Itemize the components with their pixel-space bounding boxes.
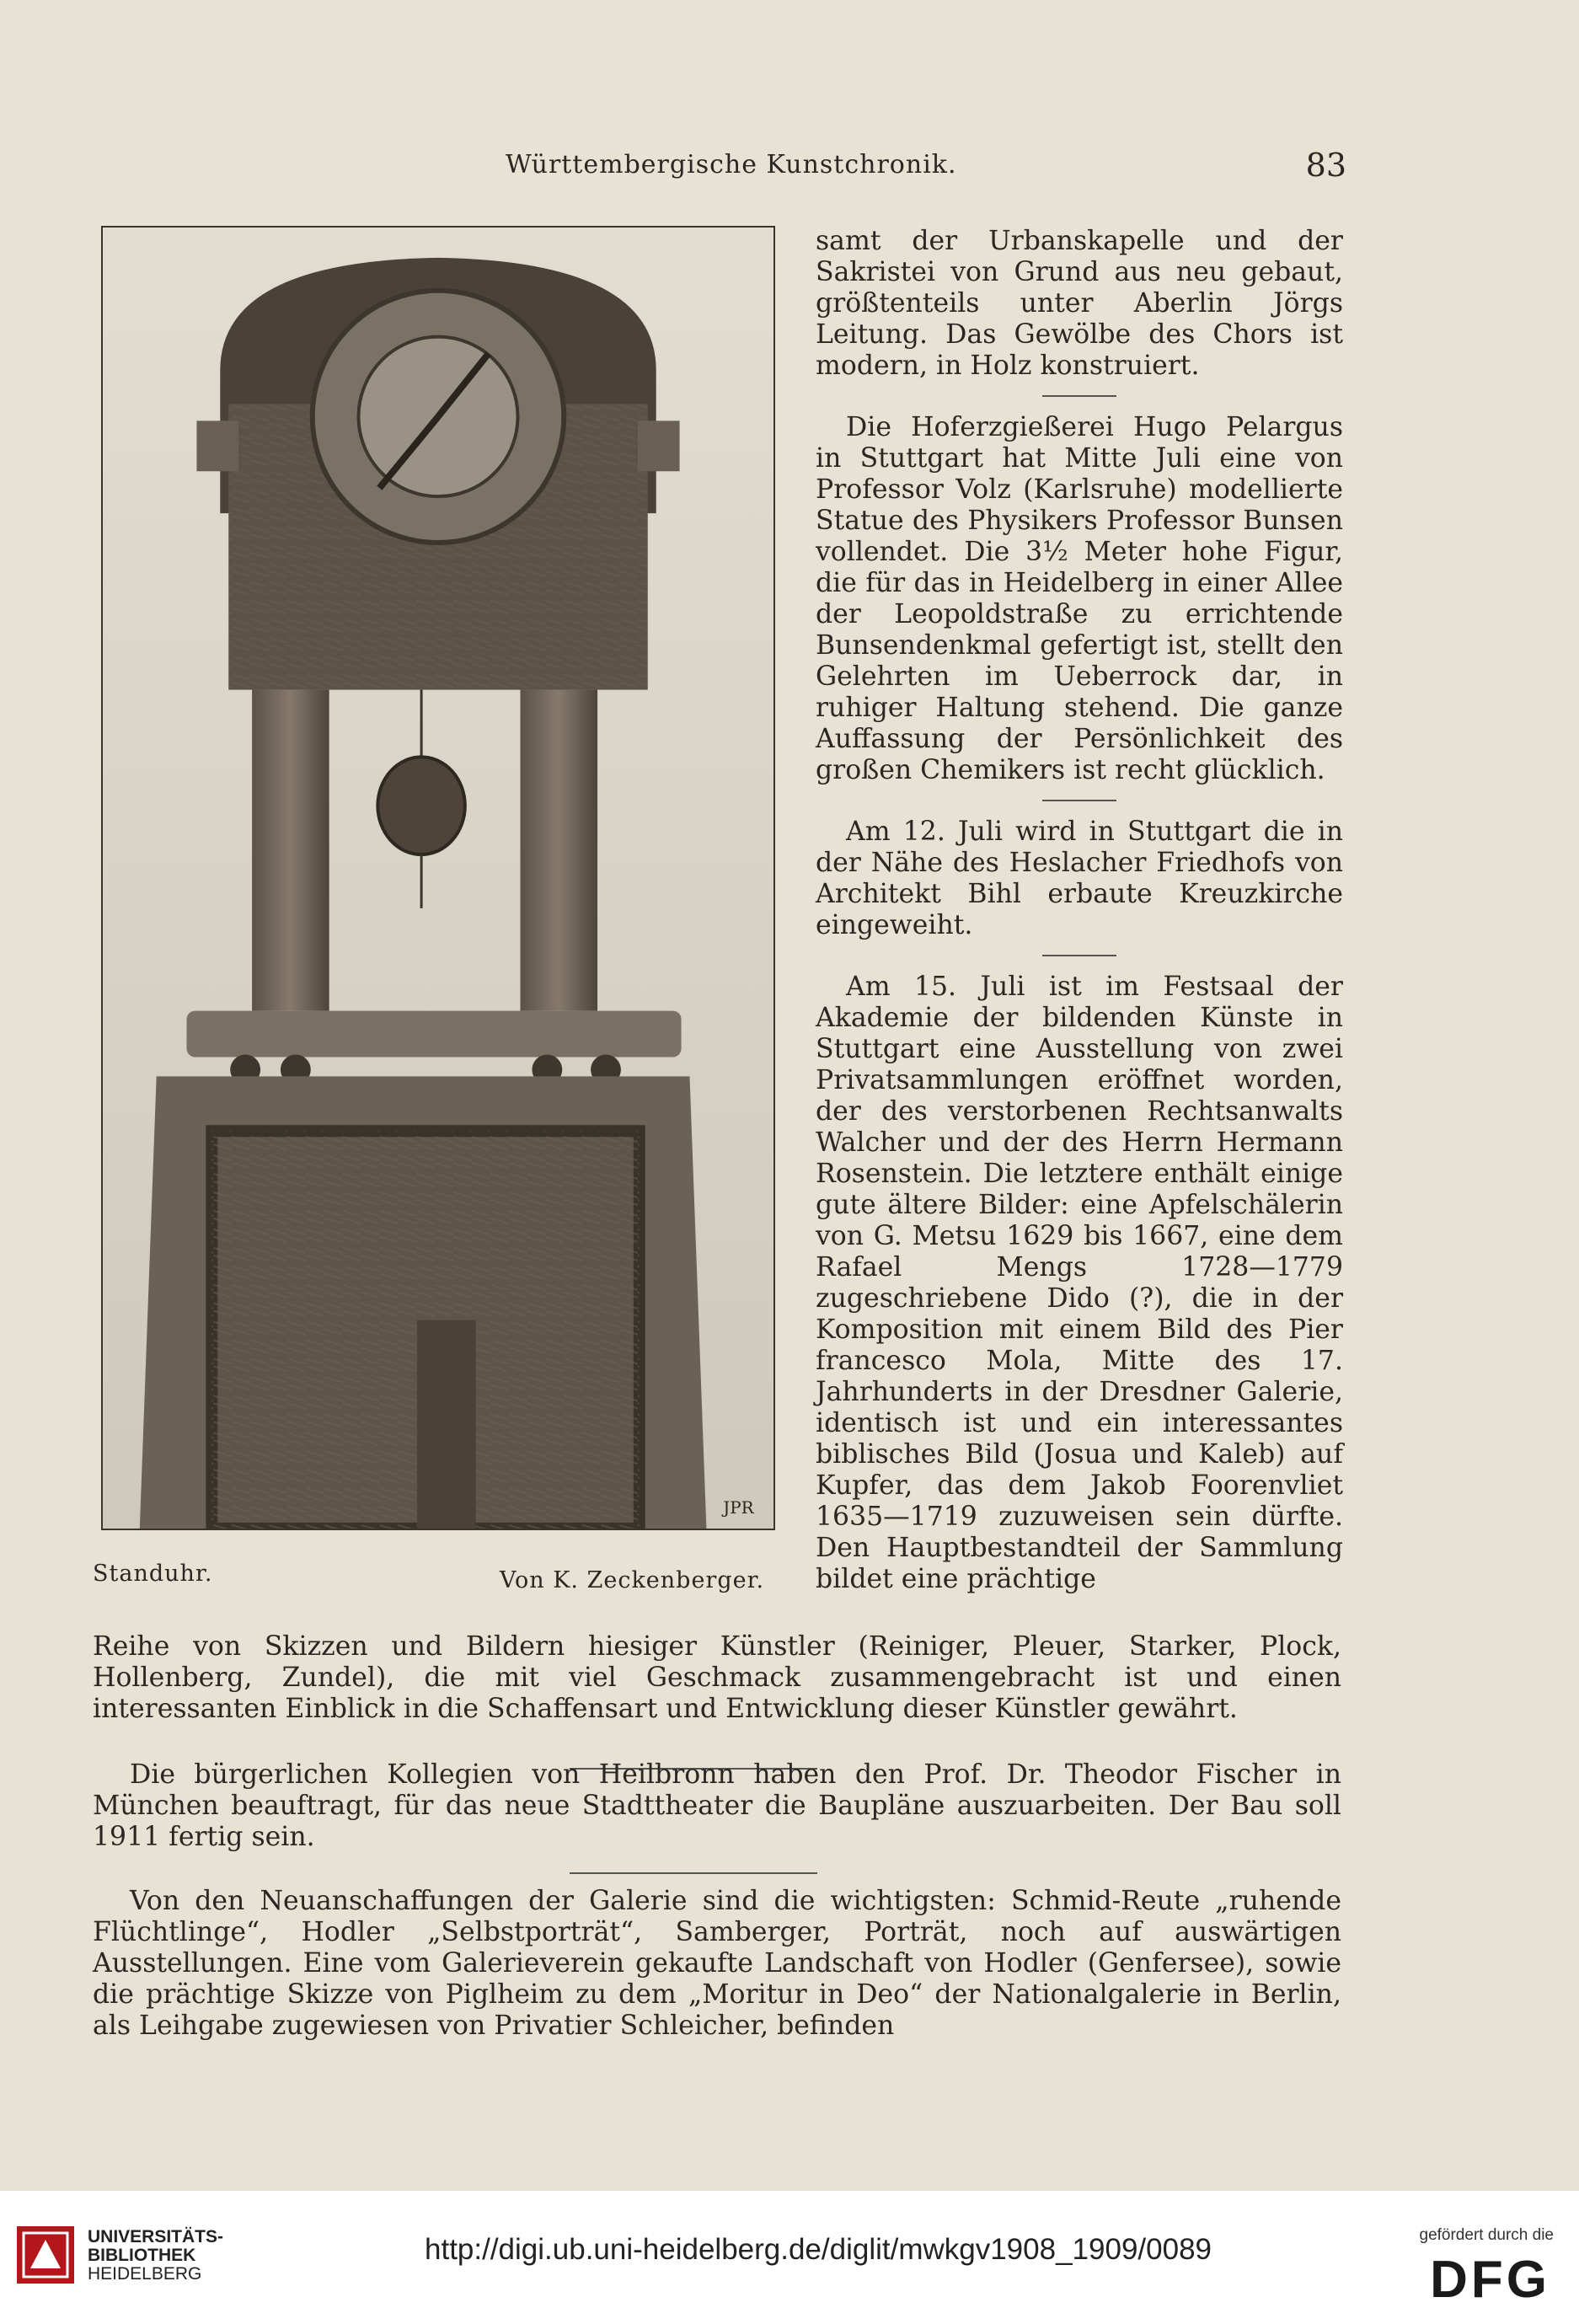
caption-left: Standuhr.	[93, 1561, 213, 1587]
photo-monogram: JPR	[723, 1498, 754, 1518]
paragraph-heilbronn-theater: Die bürgerlichen Kollegien von Heilbronn haben den Prof. Dr. Theodor Fischer in München beauftragt, für das neue Stadttheater die Baupläne auszuarbeiten. Der Bau soll 1911 fertig sein.	[93, 1759, 1341, 1852]
paragraph-bunsen-statue: Die Hoferzgießerei Hugo Pelargus in Stuttgart hat Mitte Juli eine von Professor Volz (Karlsruhe) modellierte Statue des Physikers Professor Bunsen vollendet. Die 3½ Meter hohe Figur, die für das in Heidelberg in einer Allee der Leopoldstraße zu errichtende Bunsendenkmal gefertigt ist, stellt den Gelehrten im Ueberrock dar, in ruhiger Haltung stehend. Die ganze Auffassung der Persönlichkeit des großen Chemikers ist recht glücklich.	[816, 412, 1343, 785]
paragraph-exhibition: Am 15. Juli ist im Festsaal der Akademie der bildenden Künste in Stuttgart eine Ausstellung von zwei Privatsammlungen eröffnet worden, der des verstorbenen Rechtsanwalts Walcher und der des Herrn Hermann Rosenstein. Die letztere enthält einige gute ältere Bilder: eine Apfelschälerin von G. Metsu 1629 bis 1667, eine dem Rafael Mengs 1728—1779 zugeschriebene Dido (?), die in der Komposition mit einem Bild des Pier francesco Mola, Mitte des 17. Jahrhunderts in der Dresdner Galerie, identisch ist und ein interessantes biblisches Bild (Josua und Kaleb) auf Kupfer, das dem Jakob Foorenvliet 1635—1719 zuzuweisen sein dürfte. Den Hauptbestandteil der Sammlung bildet eine prächtige	[816, 972, 1343, 1594]
dfg-logo: DFG	[1430, 2251, 1550, 2309]
section-divider	[1042, 395, 1116, 397]
ub-heidelberg-logo-icon	[12, 2221, 79, 2289]
section-divider	[1042, 800, 1116, 801]
page-header	[0, 143, 1579, 194]
standuhr-illustration	[103, 228, 773, 1529]
paragraph-galerie-acquisitions: Von den Neuanschaffungen der Galerie sind die wichtigsten: Schmid-Reute „ruhende Flüchtlinge“, Hodler „Selbstporträt“, Samberger, Porträt, noch auf auswärtigen Ausstellungen. Eine vom Galerieverein gekaufte Landschaft von Hodler (Genfersee), sowie die prächtige Skizze von Piglheim zu dem „Moritur in Deo“ der Nationalgalerie in Berlin, als Leihgabe zugewiesen von Privatier Schleicher, befinden	[93, 1886, 1341, 2041]
digitization-url[interactable]: http://digi.ub.uni-heidelberg.de/diglit/mwkgv1908_1909/0089	[425, 2233, 1212, 2266]
paragraph-kreuzkirche: Am 12. Juli wird in Stuttgart die in der Nähe des Heslacher Friedhofs von Architekt Bihl erbaute Kreuzkirche eingeweiht.	[816, 817, 1343, 940]
section-divider-long	[570, 1872, 817, 1874]
running-title: Württembergische Kunstchronik.	[506, 150, 957, 179]
paragraph-exhibition-continued: Reihe von Skizzen und Bildern hiesiger Künstler (Reiniger, Pleuer, Starker, Plock, Hollenberg, Zundel), die mit viel Geschmack zusammengebracht ist und einen interessanten Einblick in die Schaffensart und Entwicklung dieser Künstler gewährt.	[93, 1631, 1341, 1724]
digitization-footer	[0, 2191, 1579, 2324]
full-width-continuation	[93, 1631, 1341, 1725]
clock-base-plate	[187, 1011, 682, 1058]
left-pillar	[252, 690, 329, 1011]
right-pillar	[521, 690, 598, 1011]
right-column	[816, 226, 1343, 1595]
pendulum-bob	[377, 757, 464, 854]
galerie-block	[93, 1886, 1341, 2042]
funding-note: gefördert durch die	[1419, 2226, 1554, 2244]
library-name: UNIVERSITÄTS- BIBLIOTHEK HEIDELBERG	[88, 2227, 224, 2284]
section-divider	[1042, 955, 1116, 956]
caption-right: Von K. Zeckenberger.	[500, 1567, 765, 1593]
page-number: 83	[1305, 147, 1346, 184]
paragraph-urbanskapelle: samt der Urbanskapelle und der Sakristei von Grund aus neu gebaut, größtenteils unter Aberlin Jörgs Leitung. Das Gewölbe des Chors ist modern, in Holz konstruiert.	[816, 226, 1343, 381]
clock-photograph	[101, 226, 775, 1530]
heilbronn-block	[93, 1759, 1341, 1853]
